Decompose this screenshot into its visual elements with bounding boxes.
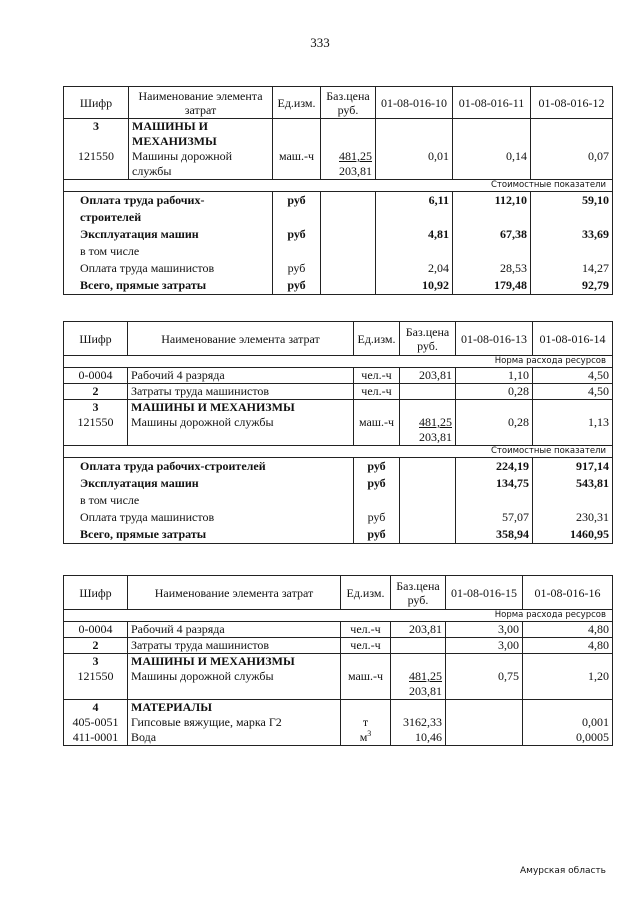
cell-line: Эксплуатация машин: [80, 476, 199, 490]
resource-name: [128, 700, 341, 746]
cell-line: чел.-ч: [350, 622, 381, 636]
cell-line: [357, 492, 396, 509]
cost-value: [456, 509, 533, 526]
cost-value: [376, 277, 453, 295]
cost-row: [64, 243, 613, 260]
section-header-row: [64, 610, 613, 622]
cell-line: 92,79: [582, 278, 609, 292]
cell-line: [276, 243, 317, 260]
cell-line: 543,81: [576, 476, 609, 490]
cost-value: [453, 226, 531, 243]
cost-unit: [273, 243, 321, 260]
cell-line: 4,80: [588, 622, 609, 636]
cell-line: 4,50: [588, 368, 609, 382]
base-price: [321, 119, 376, 180]
resource-table-1: [63, 86, 613, 295]
cell-line: 203,81: [409, 684, 442, 698]
resource-unit: [341, 654, 391, 700]
base-price: [391, 654, 446, 700]
cell-line: в том числе: [80, 493, 140, 507]
cell-line: 179,48: [494, 278, 527, 292]
cell-line: [449, 654, 519, 669]
resource-unit: [354, 400, 400, 446]
column-header: Шифр: [64, 322, 128, 356]
column-header: Шифр: [64, 87, 129, 119]
cell-line: 6,11: [428, 193, 449, 207]
cell-line: 121550: [77, 415, 114, 429]
base-price: [400, 526, 456, 544]
cost-name: [64, 526, 354, 544]
cell-line: маш.-ч: [278, 149, 315, 163]
cell-line: строителей: [80, 210, 142, 224]
cell-line: 33,69: [582, 227, 609, 241]
cell-line: маш.-ч: [347, 669, 384, 683]
column-header: Наименование элемента затрат: [128, 576, 341, 610]
cell-line: 917,14: [576, 459, 609, 473]
cell-line: [344, 654, 387, 669]
cell-line: чел.-ч: [361, 368, 392, 382]
cell-line: [394, 700, 442, 715]
cell-line: [403, 384, 452, 399]
cost-row: [64, 475, 613, 492]
column-header: Баз.цена руб.: [400, 322, 456, 356]
cell-line: т: [362, 715, 369, 729]
cell-line: [324, 119, 372, 134]
cost-unit: [273, 260, 321, 277]
resource-code: [64, 622, 128, 638]
cell-line: 3162,33: [403, 715, 442, 729]
cost-row: [64, 226, 613, 243]
cost-unit: [273, 277, 321, 295]
cell-line: 358,94: [496, 527, 529, 541]
norm-value: [446, 700, 523, 746]
cost-value: [533, 492, 613, 509]
section-label: Норма расхода ресурсов: [64, 356, 613, 368]
cell-line: 0-0004: [78, 622, 113, 636]
cell-line: Оплата труда машинистов: [80, 261, 215, 275]
norm-value: [523, 622, 613, 638]
cost-value: [453, 260, 531, 277]
cost-value: [376, 192, 453, 227]
resource-unit: [341, 622, 391, 638]
resource-row: [64, 654, 613, 700]
norm-value: [456, 368, 533, 384]
cell-line: 481,25: [339, 149, 372, 163]
resource-row: [64, 400, 613, 446]
cell-line: руб: [367, 476, 386, 490]
section-label: Норма расхода ресурсов: [64, 610, 613, 622]
cell-line: руб: [287, 261, 306, 275]
cell-line: чел.-ч: [350, 638, 381, 652]
cell-line: Гипсовые вяжущие, марка Г2: [131, 715, 282, 729]
cell-line: 28,53: [500, 261, 527, 275]
cell-line: 4,50: [588, 384, 609, 398]
cell-line: [276, 134, 317, 149]
cell-line: [536, 492, 609, 509]
resource-table-2: [63, 321, 613, 544]
cell-line: [379, 243, 449, 260]
cost-unit: [354, 492, 400, 509]
cell-line: 481,25: [409, 669, 442, 683]
base-price: [400, 475, 456, 492]
cost-name: [64, 192, 273, 227]
cell-line: службы: [132, 164, 172, 178]
resource-unit: [354, 368, 400, 384]
cell-line: 59,10: [582, 193, 609, 207]
column-header: 01-08-016-16: [523, 576, 613, 610]
base-price: [391, 622, 446, 638]
cell-line: [394, 654, 442, 669]
cell-line: Оплата труда машинистов: [80, 510, 215, 524]
cell-line: маш.-ч: [358, 415, 395, 429]
header-row: [64, 87, 613, 119]
section-header-row: [64, 356, 613, 368]
cell-line: 230,31: [576, 510, 609, 524]
norm-value: [456, 400, 533, 446]
cell-line: руб: [367, 527, 386, 541]
cell-line: [526, 654, 609, 669]
cell-line: 405-0051: [72, 715, 119, 729]
cell-line: 3: [92, 654, 99, 668]
cell-line: в том числе: [80, 244, 140, 258]
cost-value: [456, 492, 533, 509]
cell-line: [534, 243, 609, 260]
cost-value: [456, 526, 533, 544]
column-header: 01-08-016-12: [531, 87, 613, 119]
cost-value: [531, 260, 613, 277]
cell-line: [324, 134, 372, 149]
column-header: Наименование элемента затрат: [128, 322, 354, 356]
cell-line: [456, 134, 527, 149]
cost-row: [64, 277, 613, 295]
column-header: 01-08-016-13: [456, 322, 533, 356]
resource-row: [64, 384, 613, 400]
cell-line: 481,25: [419, 415, 452, 429]
norm-value: [376, 119, 453, 180]
base-price: [321, 260, 376, 277]
norm-value: [523, 654, 613, 700]
column-header: Ед.изм.: [273, 87, 321, 119]
cell-line: 112,10: [494, 193, 527, 207]
resource-code: [64, 384, 128, 400]
cell-line: 2: [92, 638, 99, 652]
resource-name: [128, 638, 341, 654]
region-footer: Амурская область: [520, 866, 606, 876]
cell-line: Машины дорожной службы: [131, 415, 274, 429]
cell-line: чел.-ч: [361, 384, 392, 398]
cost-name: [64, 458, 354, 476]
cell-line: [459, 400, 529, 415]
norm-value: [533, 368, 613, 384]
cell-line: 1,20: [588, 669, 609, 683]
cost-row: [64, 492, 613, 509]
cost-value: [533, 509, 613, 526]
norm-value: [456, 384, 533, 400]
cell-line: [534, 134, 609, 149]
cost-unit: [354, 458, 400, 476]
cell-line: [67, 134, 125, 149]
norm-value: [523, 700, 613, 746]
resource-name: [128, 622, 341, 638]
section-label: Стоимостные показатели: [64, 180, 613, 192]
page-number: 333: [310, 35, 330, 50]
resource-row: [64, 700, 613, 746]
cell-line: 57,07: [502, 510, 529, 524]
cell-line: 0,28: [508, 415, 529, 429]
section-label: Стоимостные показатели: [64, 446, 613, 458]
column-header: 01-08-016-14: [533, 322, 613, 356]
cost-value: [376, 260, 453, 277]
norm-value: [453, 119, 531, 180]
resource-code: [64, 119, 129, 180]
norm-value: [446, 622, 523, 638]
cell-line: 203,81: [419, 430, 452, 444]
norm-value: [533, 400, 613, 446]
cell-line: МАШИНЫ И МЕХАНИЗМЫ: [131, 400, 295, 414]
resource-unit: [341, 638, 391, 654]
resource-unit: [354, 384, 400, 400]
cell-line: Всего, прямые затраты: [80, 527, 207, 541]
cell-line: 0,001: [582, 715, 609, 729]
cost-value: [453, 277, 531, 295]
column-header: Ед.изм.: [341, 576, 391, 610]
base-price: [321, 192, 376, 227]
cell-line: 0,28: [508, 384, 529, 398]
cost-value: [533, 458, 613, 476]
cell-line: руб: [287, 278, 306, 292]
cost-name: [64, 475, 354, 492]
resource-code: [64, 654, 128, 700]
cost-unit: [273, 192, 321, 227]
column-header: 01-08-016-11: [453, 87, 531, 119]
norm-value: [446, 654, 523, 700]
cell-line: 0-0004: [78, 368, 113, 382]
cell-line: 224,19: [496, 459, 529, 473]
cost-value: [453, 192, 531, 227]
cell-line: [379, 134, 449, 149]
cell-line: 1,10: [508, 368, 529, 382]
cell-line: 3,00: [498, 622, 519, 636]
column-header: 01-08-016-15: [446, 576, 523, 610]
cell-line: [379, 119, 449, 134]
resource-code: [64, 700, 128, 746]
cost-row: [64, 192, 613, 227]
cell-line: руб: [367, 510, 386, 524]
cell-line: [456, 243, 527, 260]
base-price: [400, 368, 456, 384]
cell-line: 10,92: [422, 278, 449, 292]
cell-line: 203,81: [409, 622, 442, 636]
cost-name: [64, 226, 273, 243]
norm-value: [523, 638, 613, 654]
cell-line: МАТЕРИАЛЫ: [131, 700, 212, 714]
cell-line: 3,00: [498, 638, 519, 652]
resource-name: [128, 384, 354, 400]
cell-line: Затраты труда машинистов: [131, 384, 270, 398]
cost-value: [376, 243, 453, 260]
cell-line: [403, 400, 452, 415]
column-header: Шифр: [64, 576, 128, 610]
cost-name: [64, 260, 273, 277]
resource-unit: [341, 700, 391, 746]
cost-row: [64, 526, 613, 544]
cost-value: [531, 243, 613, 260]
cell-line: 121550: [78, 149, 114, 163]
cell-line: 0,0005: [576, 730, 609, 744]
cell-line: руб: [287, 227, 306, 241]
column-header: Ед.изм.: [354, 322, 400, 356]
base-price: [391, 638, 446, 654]
cell-line: Рабочий 4 разряда: [131, 622, 225, 636]
cell-line: 2,04: [428, 261, 449, 275]
resource-code: [64, 638, 128, 654]
section-header-row: [64, 180, 613, 192]
cost-value: [533, 475, 613, 492]
cell-line: руб: [367, 459, 386, 473]
cell-line: [534, 119, 609, 134]
cost-unit: [354, 475, 400, 492]
cell-line: [459, 492, 529, 509]
cost-name: [64, 509, 354, 526]
column-header: Наименование элемента затрат: [129, 87, 273, 119]
cell-line: [344, 700, 387, 715]
cell-line: [526, 700, 609, 715]
cell-line: 10,46: [415, 730, 442, 744]
cost-value: [531, 192, 613, 227]
cell-line: 411-0001: [72, 730, 119, 744]
cell-line: 1,13: [588, 415, 609, 429]
cost-unit: [273, 226, 321, 243]
cell-line: Рабочий 4 разряда: [131, 368, 225, 382]
cell-line: Оплата труда рабочих-: [80, 193, 205, 207]
cell-line: 121550: [77, 669, 114, 683]
resource-row: [64, 368, 613, 384]
base-price: [391, 700, 446, 746]
cell-line: 3: [92, 400, 99, 414]
cost-row: [64, 509, 613, 526]
base-price: [321, 243, 376, 260]
cell-line: $м^3$: [359, 729, 372, 744]
cell-line: МАШИНЫ И: [132, 119, 208, 133]
cell-line: [449, 730, 519, 745]
cost-value: [531, 277, 613, 295]
resource-code: [64, 400, 128, 446]
norm-value: [446, 638, 523, 654]
cost-value: [531, 226, 613, 243]
cell-line: 0,07: [588, 149, 609, 163]
section-header-row: [64, 446, 613, 458]
cost-value: [453, 243, 531, 260]
cell-line: 14,27: [582, 261, 609, 275]
cell-line: Затраты труда машинистов: [131, 638, 270, 652]
cell-line: МЕХАНИЗМЫ: [132, 134, 217, 148]
base-price: [321, 277, 376, 295]
resource-name: [128, 654, 341, 700]
column-header: Баз.цена руб.: [321, 87, 376, 119]
cell-line: 4: [92, 700, 99, 714]
base-price: [321, 226, 376, 243]
cost-unit: [354, 526, 400, 544]
base-price: [400, 384, 456, 400]
cell-line: Эксплуатация машин: [80, 227, 199, 241]
column-header: 01-08-016-10: [376, 87, 453, 119]
cost-row: [64, 458, 613, 476]
cell-line: МАШИНЫ И МЕХАНИЗМЫ: [131, 654, 295, 668]
base-price: [400, 492, 456, 509]
base-price: [400, 458, 456, 476]
cell-line: 0,14: [506, 149, 527, 163]
cell-line: 4,81: [428, 227, 449, 241]
cell-line: [449, 700, 519, 715]
cell-line: Всего, прямые затраты: [80, 278, 207, 292]
cell-line: [357, 400, 396, 415]
base-price: [400, 509, 456, 526]
header-row: [64, 322, 613, 356]
cell-line: 134,75: [496, 476, 529, 490]
resource-code: [64, 368, 128, 384]
cell-line: Машины дорожной: [132, 149, 233, 163]
resource-row: [64, 638, 613, 654]
superscript: 3: [367, 729, 372, 738]
resource-row: [64, 119, 613, 180]
column-header: Баз.цена руб.: [391, 576, 446, 610]
cell-line: Вода: [131, 730, 157, 744]
cell-line: Оплата труда рабочих-строителей: [80, 459, 266, 473]
cell-line: 4,80: [588, 638, 609, 652]
cost-row: [64, 260, 613, 277]
cost-unit: [354, 509, 400, 526]
resource-unit: [273, 119, 321, 180]
cell-line: 2: [92, 384, 99, 398]
resource-row: [64, 622, 613, 638]
cost-name: [64, 277, 273, 295]
base-price: [400, 400, 456, 446]
resource-name: [128, 368, 354, 384]
header-row: [64, 576, 613, 610]
cell-line: [456, 119, 527, 134]
cell-line: 67,38: [500, 227, 527, 241]
cell-line: 0,75: [498, 669, 519, 683]
resource-table-3: [63, 575, 613, 746]
cell-line: 203,81: [339, 164, 372, 178]
cell-line: 0,01: [428, 149, 449, 163]
norm-value: [531, 119, 613, 180]
cell-line: Машины дорожной службы: [131, 669, 274, 683]
resource-name: [129, 119, 273, 180]
cost-name: [64, 492, 354, 509]
cell-line: 203,81: [419, 368, 452, 382]
cost-value: [533, 526, 613, 544]
cell-line: 1460,95: [570, 527, 609, 541]
cost-value: [456, 458, 533, 476]
cost-name: [64, 243, 273, 260]
cell-line: [536, 400, 609, 415]
cell-line: [276, 119, 317, 134]
cost-value: [456, 475, 533, 492]
cell-line: [449, 715, 519, 730]
cell-line: [394, 638, 442, 653]
cell-line: руб: [287, 193, 306, 207]
resource-name: [128, 400, 354, 446]
cost-value: [376, 226, 453, 243]
norm-value: [533, 384, 613, 400]
cell-line: 3: [93, 119, 99, 133]
